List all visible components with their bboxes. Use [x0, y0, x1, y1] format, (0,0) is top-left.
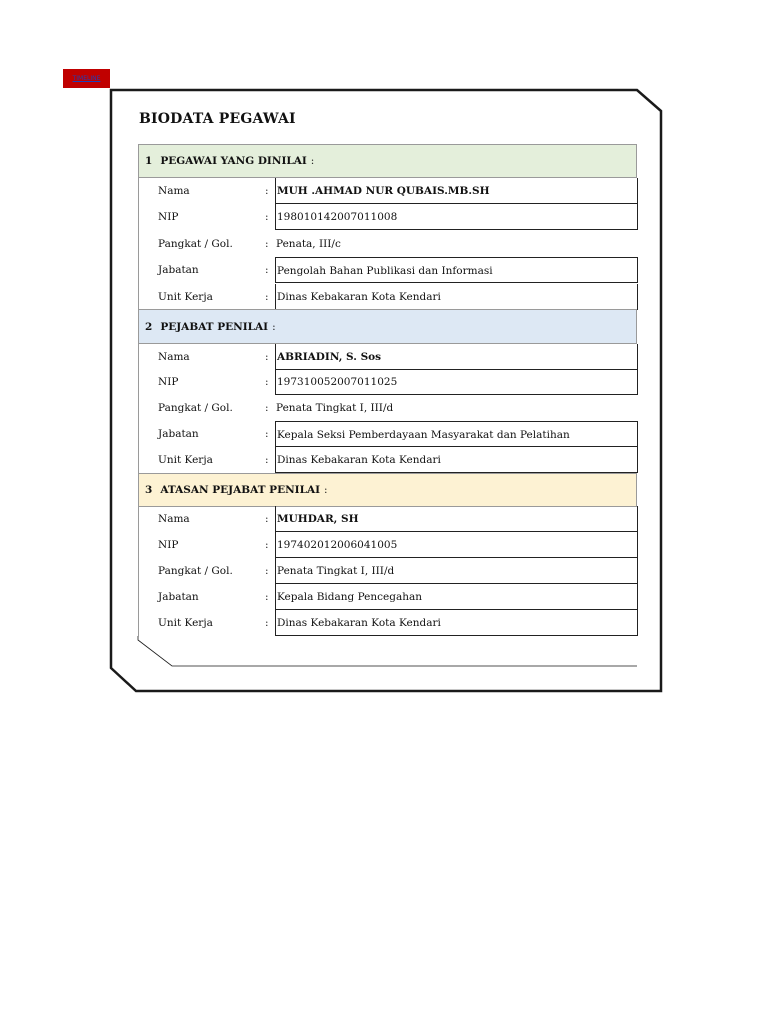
field-value: ABRIADIN, S. Sos: [275, 344, 638, 370]
row-nip: [138, 532, 638, 558]
timeline-link[interactable]: TIMELINE: [72, 75, 101, 82]
field-value: 197310052007011025: [275, 369, 638, 395]
row-unit-kerja: [138, 610, 638, 636]
field-value: Pengolah Bahan Publikasi dan Informasi: [275, 257, 638, 283]
row-nama: [138, 344, 638, 370]
page-title: BIODATA PEGAWAI: [139, 111, 296, 127]
field-separator: :: [265, 351, 269, 363]
field-label: Pangkat / Gol.: [158, 565, 233, 577]
field-separator: :: [265, 402, 269, 414]
field-value: Penata Tingkat I, III/d: [276, 402, 394, 414]
field-value: Penata Tingkat I, III/d: [275, 558, 638, 584]
row-pangkat: [138, 395, 638, 421]
field-separator: :: [265, 291, 269, 303]
field-label: NIP: [158, 539, 179, 551]
field-separator: :: [265, 617, 269, 629]
field-separator: :: [265, 264, 269, 276]
field-value: Kepala Seksi Pemberdayaan Masyarakat dan Pelatihan: [275, 421, 638, 447]
section-label: PEJABAT PENILAI: [160, 320, 269, 333]
field-separator: :: [265, 539, 269, 551]
field-label: Unit Kerja: [158, 291, 213, 303]
row-nip: [138, 204, 638, 230]
field-label: Jabatan: [158, 428, 199, 440]
section-header-pegawai: [138, 144, 637, 178]
field-value: MUH .AHMAD NUR QUBAIS.MB.SH: [275, 178, 638, 204]
field-label: Nama: [158, 351, 190, 363]
field-separator: :: [265, 591, 269, 603]
field-label: Jabatan: [158, 264, 199, 276]
timeline-tag[interactable]: [63, 69, 110, 88]
field-label: NIP: [158, 211, 179, 223]
field-separator: :: [265, 513, 269, 525]
row-unit-kerja: [138, 284, 638, 310]
field-label: Nama: [158, 513, 190, 525]
section-colon: :: [272, 320, 276, 333]
field-label: Unit Kerja: [158, 454, 213, 466]
field-separator: :: [265, 428, 269, 440]
field-label: Nama: [158, 185, 190, 197]
row-jabatan: [138, 421, 638, 447]
field-separator: :: [265, 454, 269, 466]
field-separator: :: [265, 565, 269, 577]
field-label: Pangkat / Gol.: [158, 238, 233, 250]
section-number: 1: [145, 155, 153, 167]
field-label: Unit Kerja: [158, 617, 213, 629]
row-nama: [138, 178, 638, 204]
field-label: Pangkat / Gol.: [158, 402, 233, 414]
section-label: PEGAWAI YANG DINILAI: [160, 155, 307, 167]
row-pangkat: [138, 558, 638, 584]
section-header-atasan-pejabat-penilai: [138, 473, 637, 507]
section-label: ATASAN PEJABAT PENILAI: [160, 484, 321, 496]
row-jabatan: [138, 257, 638, 283]
field-separator: :: [265, 376, 269, 388]
field-value: Penata, III/c: [276, 238, 341, 250]
section-colon: :: [324, 484, 328, 496]
field-label: Jabatan: [158, 591, 199, 603]
field-value: Dinas Kebakaran Kota Kendari: [275, 610, 638, 636]
field-value: Kepala Bidang Pencegahan: [275, 584, 638, 610]
field-label: NIP: [158, 376, 179, 388]
section-number: 3: [145, 484, 153, 496]
row-nama: [138, 506, 638, 532]
row-pangkat: [138, 231, 638, 257]
row-nip: [138, 369, 638, 395]
row-unit-kerja: [138, 447, 638, 473]
field-separator: :: [265, 185, 269, 197]
field-value: 197402012006041005: [275, 532, 638, 558]
field-value: 198010142007011008: [275, 204, 638, 230]
field-separator: :: [265, 211, 269, 223]
field-value: Dinas Kebakaran Kota Kendari: [275, 284, 638, 310]
section-number: 2: [145, 320, 153, 333]
row-jabatan: [138, 584, 638, 610]
field-value: Dinas Kebakaran Kota Kendari: [275, 447, 638, 473]
section-header-pejabat-penilai: [138, 309, 637, 344]
section-colon: :: [310, 155, 315, 167]
field-separator: :: [265, 238, 269, 250]
field-value: MUHDAR, SH: [275, 506, 638, 532]
